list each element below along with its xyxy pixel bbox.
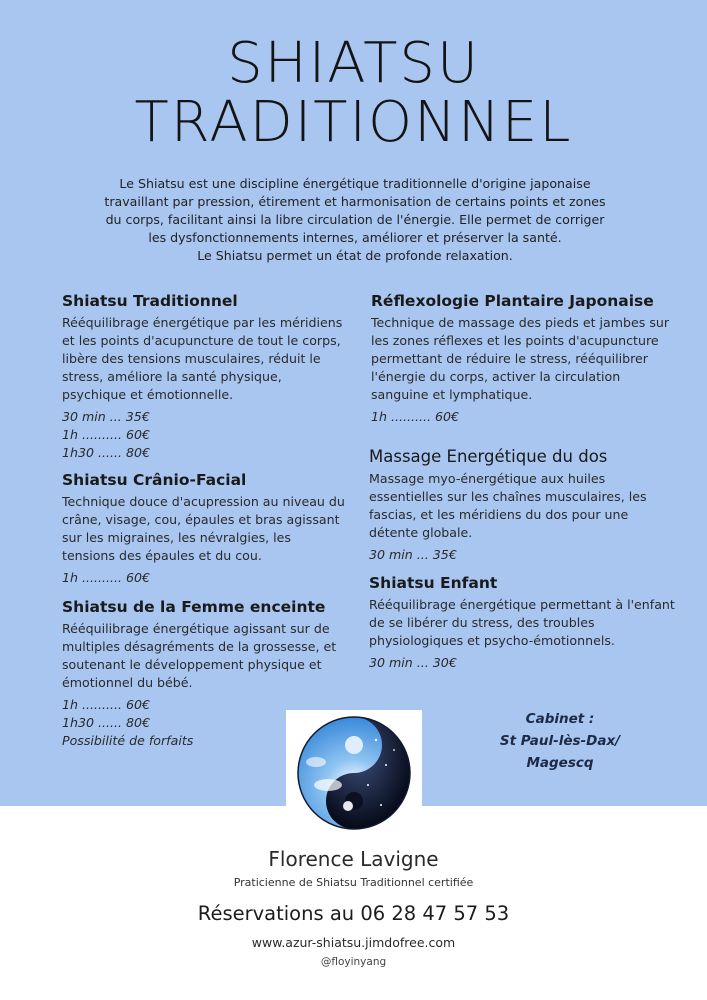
intro-line: Le Shiatsu permet un état de profonde relaxation. <box>197 248 513 263</box>
service-prices <box>62 408 342 462</box>
service-shiatsu-traditionnel <box>62 292 342 462</box>
desc-line: émotionnel du bébé. <box>62 675 193 690</box>
desc-line: Massage myo-énergétique aux huiles <box>369 471 606 486</box>
service-massage-energetique-dos <box>369 447 647 564</box>
service-prices <box>369 546 647 564</box>
desc-line: Rééquilibrage énergétique par les méridiens <box>62 315 343 330</box>
desc-line: Technique de massage des pieds et jambes sur <box>371 315 670 330</box>
price-line: 30 min ... 30€ <box>369 655 457 670</box>
price-line: 1h .......... 60€ <box>62 427 151 442</box>
practitioner-name: Florence Lavigne <box>268 847 439 871</box>
desc-line: soutenant le développement physique et <box>62 657 322 672</box>
desc-line: stress, améliore la santé physique, <box>62 369 282 384</box>
service-title: Shiatsu de la Femme enceinte <box>62 598 326 616</box>
reservation-phone[interactable]: Réservations au 06 28 47 57 53 <box>197 902 510 925</box>
desc-line: libère des tensions musculaires, réduit le <box>62 351 321 366</box>
yin-yang-sky-icon <box>286 710 422 836</box>
service-description <box>369 470 647 542</box>
service-prices <box>62 569 345 587</box>
page-title-line2: TRADITIONNEL <box>134 90 573 155</box>
desc-line: Rééquilibrage énergétique agissant sur de <box>62 621 330 636</box>
desc-line: sanguine et lymphatique. <box>371 387 533 402</box>
cabinet-line: Magescq <box>526 755 594 771</box>
desc-line: multiples désagréments de la grossesse, et <box>62 639 337 654</box>
service-prices <box>369 654 675 672</box>
service-description <box>371 314 669 404</box>
intro-paragraph <box>60 175 650 265</box>
desc-line: détente globale. <box>369 525 473 540</box>
cabinet-line: Cabinet : <box>525 711 595 727</box>
intro-line: du corps, facilitant ainsi la libre circulation de l'énergie. Elle permet de corriger <box>105 212 605 227</box>
yin-yang-graphic <box>286 710 422 836</box>
intro-line: travaillant par pression, étirement et harmonisation de certains points et zones <box>104 194 606 209</box>
desc-line: Rééquilibrage énergétique permettant à l'enfant <box>369 597 675 612</box>
service-title: Réflexologie Plantaire Japonaise <box>371 292 654 310</box>
price-line: 1h .......... 60€ <box>62 697 151 712</box>
service-shiatsu-cranio-facial <box>62 471 345 587</box>
desc-line: sur les migraines, les névralgies, les <box>62 530 291 545</box>
desc-line: Technique douce d'acupression au niveau du <box>62 494 345 509</box>
desc-line: et les points d'acupuncture de tout le corps, <box>62 333 341 348</box>
intro-line: Le Shiatsu est une discipline énergétique traditionnelle d'origine japonaise <box>119 176 591 191</box>
service-description <box>62 314 342 404</box>
desc-line: fascias, et les méridiens du dos pour une <box>369 507 629 522</box>
price-line: Possibilité de forfaits <box>62 733 194 748</box>
instagram-handle[interactable]: @floyinyang <box>320 956 387 968</box>
desc-line: tensions des épaules et du cou. <box>62 548 262 563</box>
service-title: Shiatsu Traditionnel <box>62 292 238 310</box>
desc-line: physiologiques et psycho-émotionnels. <box>369 633 615 648</box>
desc-line: crâne, visage, cou, épaules et bras agissant <box>62 512 340 527</box>
service-prices <box>371 408 669 426</box>
desc-line: de se libérer du stress, des troubles <box>369 615 595 630</box>
desc-line: les zones réflexes et les points d'acupuncture <box>371 333 659 348</box>
practitioner-subtitle: Praticienne de Shiatsu Traditionnel certifiée <box>233 876 474 889</box>
price-line: 1h .......... 60€ <box>371 409 460 424</box>
service-title: Shiatsu Enfant <box>369 574 498 592</box>
service-description <box>62 493 345 565</box>
service-description <box>369 596 675 650</box>
price-line: 1h30 ...... 80€ <box>62 445 151 460</box>
service-shiatsu-enfant <box>369 574 675 672</box>
intro-line: les dysfonctionnements internes, améliorer et préserver la santé. <box>148 230 562 245</box>
service-description <box>62 620 336 692</box>
page-title-line1: SHIATSU <box>227 31 480 96</box>
price-line: 30 min ... 35€ <box>62 409 150 424</box>
cabinet-line: St Paul-lès-Dax/ <box>499 733 621 749</box>
price-line: 1h .......... 60€ <box>62 570 151 585</box>
price-line: 30 min ... 35€ <box>369 547 457 562</box>
service-reflexologie-plantaire <box>371 292 669 426</box>
desc-line: l'énergie du corps, activer la circulation <box>371 369 621 384</box>
website-link[interactable]: www.azur-shiatsu.jimdofree.com <box>251 935 456 950</box>
desc-line: psychique et émotionnelle. <box>62 387 234 402</box>
cabinet-location <box>480 708 640 774</box>
desc-line: essentielles sur les chaînes musculaires, les <box>369 489 647 504</box>
price-line: 1h30 ...... 80€ <box>62 715 151 730</box>
service-title: Shiatsu Crânio-Facial <box>62 471 247 489</box>
desc-line: permettant de réduire le stress, rééquilibrer <box>371 351 648 366</box>
service-title: Massage Energétique du dos <box>369 447 608 466</box>
